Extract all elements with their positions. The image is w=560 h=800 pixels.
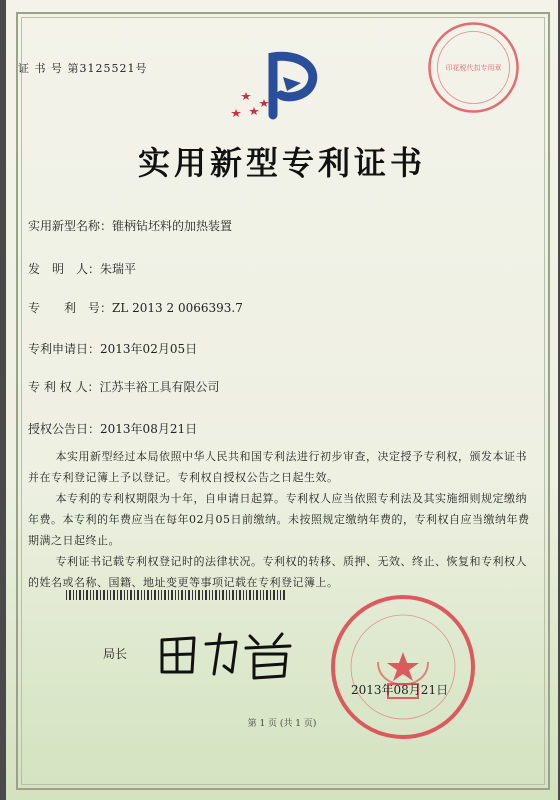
page-title: 实用新型专利证书 <box>137 144 426 182</box>
field-patent-number <box>28 299 243 316</box>
body-paragraph: 本专利的专利权期限为十年，自申请日起算。专利权人应当依照专利法及其实施细则规定缴纳年费。本专利的年费应当在每年02月05日前缴纳。未按照规定缴纳年费的，专利权自应当缴纳年费期满之日起终止。 <box>28 492 530 547</box>
field-label: 专 利 号： <box>28 301 113 315</box>
field-grant-date <box>28 420 197 437</box>
field-patentee <box>28 378 219 395</box>
certificate-sheet <box>6 0 558 800</box>
field-value: 江苏丰裕工具有限公司 <box>99 380 220 394</box>
certificate-number: 证 书 号 第3125521号 <box>18 62 148 75</box>
field-label: 实用新型名称： <box>28 219 113 233</box>
director-label: 局长 <box>103 647 128 661</box>
field-value: 锥柄钻坯料的加热装置 <box>112 219 233 233</box>
field-label: 专利申请日： <box>28 342 101 356</box>
field-value: 2013年08月21日 <box>100 422 198 436</box>
certificate-body <box>28 446 536 593</box>
field-label: 发 明 人： <box>28 262 101 276</box>
field-application-date <box>28 340 197 357</box>
small-seal-center-text: 印花税代扣专用章 <box>445 64 502 72</box>
seal-date: 2013年08月21日 <box>351 683 449 697</box>
small-seal-stamp <box>426 20 521 115</box>
field-value: 朱瑞平 <box>100 262 137 276</box>
body-paragraph: 专利证书记载专利权登记时的法律状况。专利权的转移、质押、无效、终止、恢复和专利权人的姓名或名称、国籍、地址变更等事项记载在专利登记簿上。 <box>28 555 527 589</box>
field-utility-model-name <box>28 217 232 234</box>
field-label: 专 利 权 人： <box>28 380 100 394</box>
field-value: ZL 2013 2 0066393.7 <box>112 301 243 315</box>
page-number: 第 1 页 (共 1 页) <box>247 719 317 729</box>
patent-office-logo-icon <box>221 45 331 125</box>
body-paragraph: 本实用新型经过本局依照中华人民共和国专利法进行初步审查，决定授予专利权，颁发本证书并在专利登记簿上予以登记。专利权自授权公告之日起生效。 <box>28 450 527 484</box>
barcode <box>66 590 286 600</box>
field-label: 授权公告日： <box>28 422 101 436</box>
field-inventor <box>28 260 136 277</box>
director-signature <box>154 622 294 682</box>
field-value: 2013年02月05日 <box>100 342 198 356</box>
